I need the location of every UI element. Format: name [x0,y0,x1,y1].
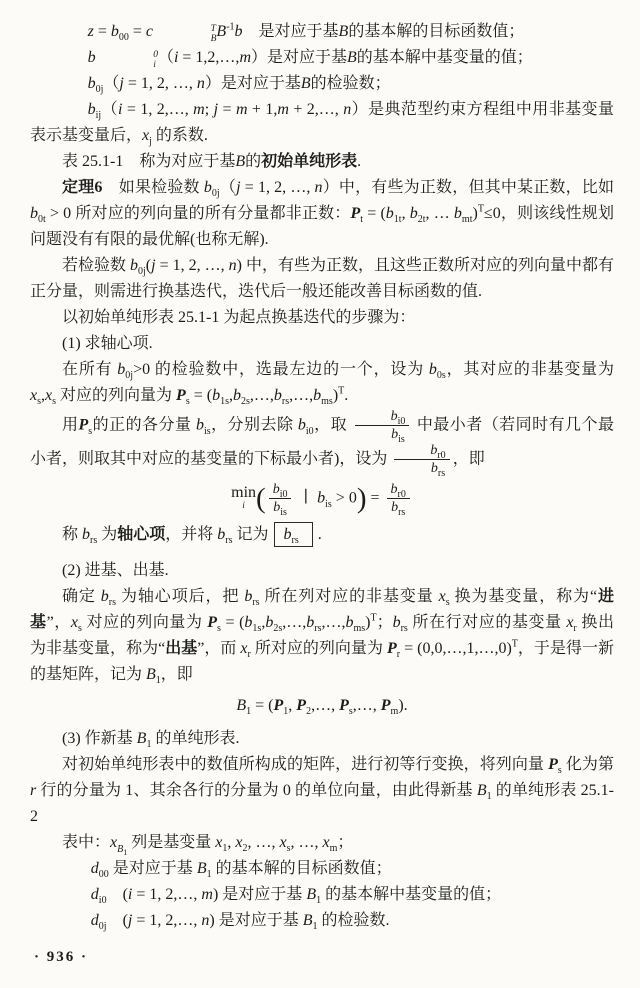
step1-para-2: 用$P_s$的正的各分量 $b_{is}$，分别去除 $b_{i0}$，取 $b_{i0}$ $b_{is}$ 中最小者（若同时有几个最小者，则取其中对应的基变量的下标最小者)，设为 $b_{r0}$ $b_{rs}$ ，即 [30,409,614,479]
def-line-coefficients: $b_{ij}(i = 1$, 2,…, m; j = m + 1,m + 2,…, n）是典范型约束方程组中用非基变量表示基变量后，$x_j$ 的系数. [30,101,614,148]
para-table-note: 表中：$x_{B_1}$ 列是基变量 $x_1$, $x_2$, …, $x_s$, …, $x_m$； [62,834,354,857]
step2-para: 确定 $b_{rs}$ 为轴心项后，把 $b_{rs}$ 所在列对应的非基变量 $x_s$ 换为基变量，称为“进基”，$x_s$ 对应的列向量为 $P_s$ = $(b_{1s},b_{2s},\dots,b_{rs},\dots,b_{ms})^T$；$b_{rs}$ 所在行对应的基变量 $x_r$ 换出为非基变量，称为“出基”，而 $x_r$ 所对应的列向量为 $P_r$ = (0,0,…,1,…,0)$^T$，于是得一新的基矩阵，记为 $B_1$，即 [30,588,614,687]
para-theorem6: 定理6 如果检验数 $b_{0j}(j = 1$, 2, …, n）中，有些为正数，但其中某正数，比如 $b_{0t} > 0$ 所对应的列向量的所有分量都非正数：$P_t = (b_{1t}$, $b_{2t}$, … $b_{mt})^T\le 0$，则该线性规划问题没有有限的最优解(也称无解). [30,179,614,248]
page-number: · 936 · [34,949,89,965]
step3-para: 对初始单纯形表中的数值所构成的矩阵，进行初等行变换，将列向量 $P_s$ 化为第 r 行的分量为 1、其余各行的分量为 0 的单位向量，由此得新基 $B_1$ 的单纯形表 25.1-2 [30,756,614,826]
step1-para-3: 称 $b_{rs}$ 为轴心项，并将 $b_{rs}$ 记为 $b_{rs}$ . [30,522,614,548]
step1-para-1: 在所有 $b_{0j}>0$ 的检验数中，选最左边的一个，设为 $b_{0s}$，其对应的非基变量为 $x_s,x_s$ 对应的列向量为 $P_s$ = $(b_{1s},b_{2s},\dots,b_{rs},\dots,b_{ms})^T$. [30,361,614,408]
def-line-basic-values: b 0 i （i = 1,2,…,m）是对应于基B的基本解中基变量的值； [87,49,533,70]
def-line-objective: $z = b_{00} = c$ T B $B^{-1}b$ 是对应于基B的基本解的目标函数值； [87,21,525,44]
def-line-di0: $d_{i0}$ (i = 1, 2,…, m) 是对应于基 $B_1$ 的基本解中基变量的值； [90,886,502,907]
para-positive-check: 若检验数 $b_{0j}(j = 1$, 2, …, n) 中，有些为正数，且这些正数所对应的列向量中都有正分量，则需进行换基迭代，迭代后一般还能改善目标函数的值. [30,257,614,300]
para-table-ref: 表 25.1-1 称为对应于基B的初始单纯形表. [62,153,362,170]
def-line-d0j: $d_{0j}$ (j = 1, 2,…, n) 是对应于基 $B_1$ 的检验数. [90,912,390,933]
step3-title: (3) 作新基 $B_1$ 的单纯形表. [62,730,240,751]
formula-new-basis: $B_1 = (P_1$, $P_2,\dots$, $P_s,\dots$, $P_m$). [236,697,408,718]
para-steps-intro: 以初始单纯形表 25.1-1 为起点换基迭代的步骤为： [62,309,416,326]
def-line-check-numbers: $b_{0j}(j = 1$, 2, …, n）是对应于基B的检验数； [87,75,391,96]
step2-title: (2) 进基、出基. [62,562,169,580]
formula-min-ratio: min i ( $b_{i0}$ $b_{is}$ ∣ $b_{is} > 0$) = $b_{r0}$ $b_{rs}$ [30,482,614,516]
def-line-d00: $d_{00}$ 是对应于基 $B_1$ 的基本解的目标函数值； [90,860,392,881]
step1-title: (1) 求轴心项. [62,335,153,352]
